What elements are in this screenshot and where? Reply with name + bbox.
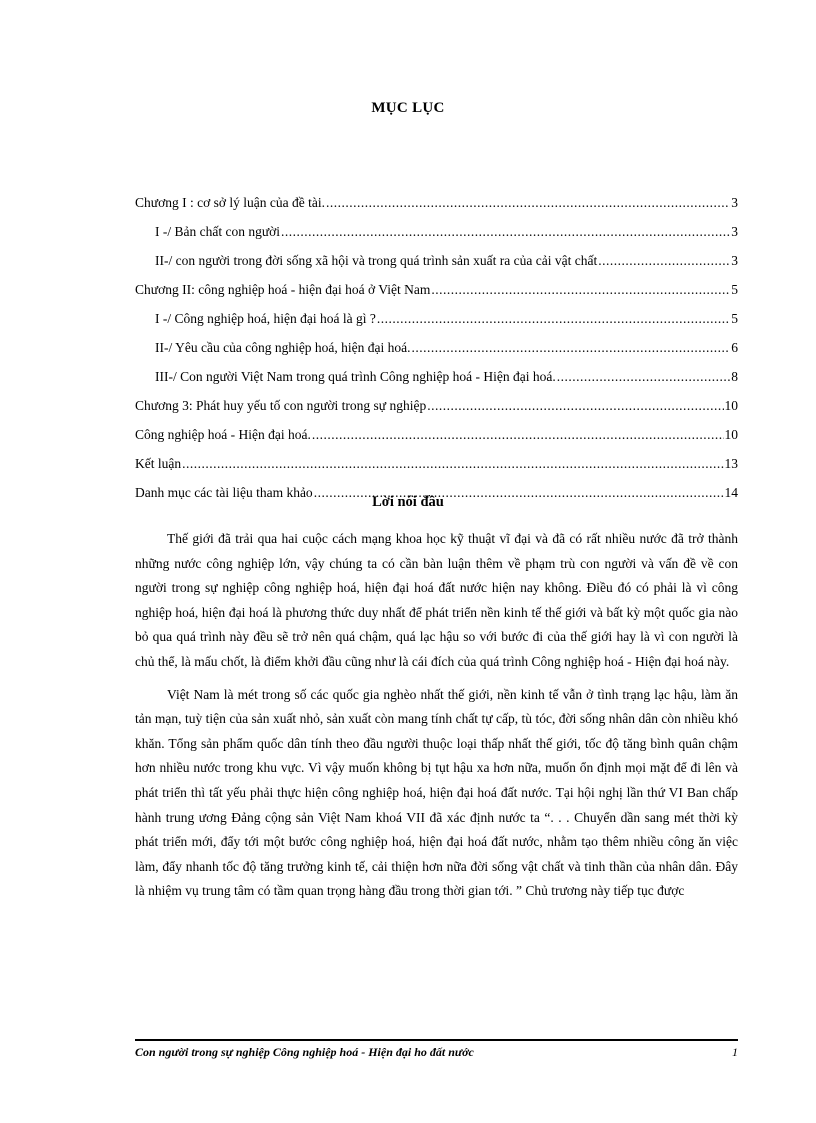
toc-leader bbox=[431, 275, 730, 304]
toc-entry[interactable] bbox=[135, 420, 738, 449]
toc-leader bbox=[598, 246, 730, 275]
toc-entry-text: I -/ Bản chất con người bbox=[155, 224, 281, 239]
toc-entry[interactable] bbox=[135, 304, 738, 333]
page-title: MỤC LỤC bbox=[371, 100, 445, 116]
toc-entry[interactable] bbox=[135, 362, 738, 391]
toc-entry-page: 3 bbox=[731, 224, 738, 239]
toc-entry[interactable] bbox=[135, 246, 738, 275]
toc-leader bbox=[557, 362, 731, 391]
paragraph: Việt Nam là mét trong số các quốc gia nghèo nhất thế giới, nền kinh tế vẫn ở tình trạng lạc hậu, làm ăn tản mạn, tuỳ tiện của sản xuất nhỏ, sản xuất còn mang tính chất tự cấp, tù tóc, đời sống nhân dân còn nhiều khó khăn. Tổng sản phẩm quốc dân tính theo đầu người thuộc loại thấp nhất thế giới, tốc độ tăng bình quân chậm hơn nhiều nước trong khu vực. Vì vậy muốn không bị tụt hậu xa hơn nữa, muốn ổn định mọi mặt để đi lên và phát triển thì tất yếu phải thực hiện công nghiệp hoá, hiện đại hoá đất nước. Tại hội nghị lần thứ VI Ban chấp hành trung ương Đảng cộng sản Việt Nam khoá VII đã xác định nước ta “. . . Chuyển dần sang mét thời kỳ phát triển mới, đẩy tới một bước công nghiệp hoá, hiện đại hoá đất nước, nhằm tạo thêm nhiều công ăn việc làm, đẩy nhanh tốc độ tăng trưởng kinh tế, cải thiện hơn nữa đời sống vật chất và tinh thần của nhân dân. Đây là nhiệm vụ trung tâm có tầm quan trọng hàng đầu trong thời gian tới. ” Chủ trương này tiếp tục được bbox=[135, 686, 738, 899]
toc-entry-page: 8 bbox=[731, 369, 738, 384]
toc-entry[interactable] bbox=[135, 333, 738, 362]
section-title: Lời nói đầu bbox=[372, 494, 444, 510]
toc-entry-text: Danh mục các tài liệu tham khảo bbox=[135, 485, 313, 500]
footer-divider bbox=[135, 1039, 738, 1041]
footer-title: Con người trong sự nghiệp Công nghiệp hoá - Hiện đại ho đất nước bbox=[135, 1045, 474, 1059]
toc-leader bbox=[281, 217, 730, 246]
toc-entry-text: Chương II: công nghiệp hoá - hiện đại hoá ở Việt Nam bbox=[135, 282, 431, 297]
toc-entry-page: 13 bbox=[724, 456, 738, 471]
toc-entry-text: Công nghiệp hoá - Hiện đại hoá. bbox=[135, 427, 311, 442]
toc-entry[interactable] bbox=[135, 391, 738, 420]
toc-leader bbox=[312, 420, 724, 449]
toc-entry-page: 3 bbox=[731, 195, 738, 210]
toc-entry-text: III-/ Con người Việt Nam trong quá trình Công nghiệp hoá - Hiện đại hoá. bbox=[155, 369, 556, 384]
toc-entry[interactable] bbox=[135, 217, 738, 246]
toc-entry-text: II-/ Yêu cầu của công nghiệp hoá, hiện đại hoá. bbox=[155, 340, 411, 355]
toc-entry-text: Chương I : cơ sở lý luận của đề tài. bbox=[135, 195, 325, 210]
toc-entry-page: 10 bbox=[724, 398, 738, 413]
toc-entry-text: Kết luận bbox=[135, 456, 182, 471]
paragraph: Thế giới đã trải qua hai cuộc cách mạng khoa học kỹ thuật vĩ đại và đã có rất nhiều nước đã trở thành những nước công nghiệp lớn, vậy chúng ta có cần bàn luận thêm về phạm trù con người và vấn đề về con người trong sự nghiệp công nghiệp hoá, hiện đại hoá đất nước hiện nay không. Điều đó có phải là vì công nghiệp hoá, hiện đại hoá là phương thức duy nhất để phát triển nền kinh tế thế giới và bất kỳ một quốc gia nào bỏ qua quá trình này đều sẽ trở nên quá chậm, quá lạc hậu so với bước đi của thế giới hay là vì con người là chủ thể, là mấu chốt, là điểm khởi đầu cũng như là cái đích của quá trình Công nghiệp hoá - Hiện đại hoá này. bbox=[135, 531, 738, 669]
toc-leader bbox=[377, 304, 730, 333]
toc-entry[interactable] bbox=[135, 275, 738, 304]
toc-entry-page: 6 bbox=[731, 340, 738, 355]
toc-entry-page: 10 bbox=[724, 427, 738, 442]
table-of-contents bbox=[135, 188, 738, 507]
toc-leader bbox=[326, 188, 730, 217]
toc-entry-text: I -/ Công nghiệp hoá, hiện đại hoá là gì ? bbox=[155, 311, 376, 326]
toc-entry-page: 3 bbox=[731, 253, 738, 268]
toc-entry-page: 5 bbox=[731, 282, 738, 297]
toc-entry-page: 5 bbox=[731, 311, 738, 326]
toc-entry[interactable] bbox=[135, 188, 738, 217]
toc-entry-page: 14 bbox=[724, 485, 738, 500]
toc-leader bbox=[182, 449, 723, 478]
toc-entry-text: Chương 3: Phát huy yếu tố con người trong sự nghiệp bbox=[135, 398, 427, 413]
toc-leader bbox=[412, 333, 731, 362]
toc-leader bbox=[427, 391, 723, 420]
toc-entry-text: II-/ con người trong đời sống xã hội và trong quá trình sản xuất ra của cải vật chất bbox=[155, 253, 598, 268]
footer-page-number: 1 bbox=[732, 1045, 738, 1059]
toc-entry[interactable] bbox=[135, 449, 738, 478]
page-footer bbox=[135, 1045, 738, 1060]
document-body bbox=[135, 527, 738, 912]
